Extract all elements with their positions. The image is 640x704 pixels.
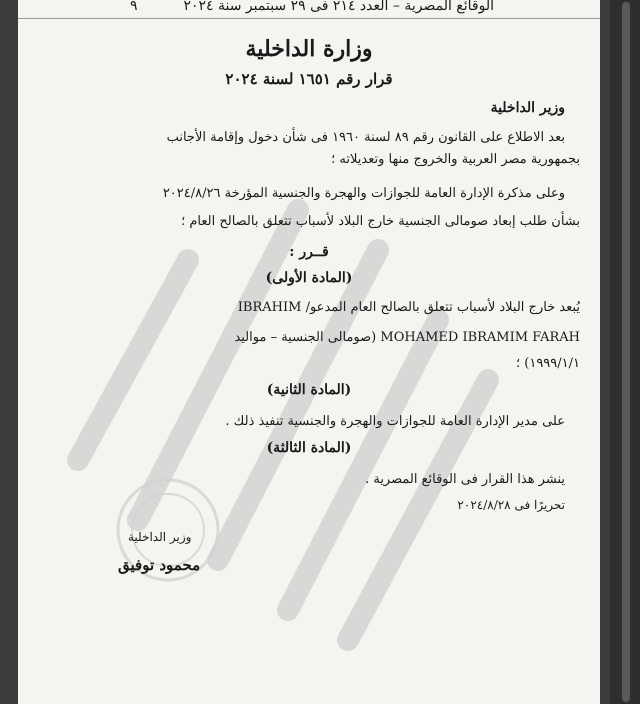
article-2-heading: (المادة الثانية)	[266, 382, 352, 398]
ministry-title: وزارة الداخلية	[245, 36, 373, 62]
article-3-heading: (المادة الثالثة)	[266, 440, 352, 456]
header-rule	[18, 18, 600, 19]
date-line: تحريرًا فى ٢٠٢٤/٨/٢٨	[457, 498, 565, 512]
article-2-text: على مدير الإدارة العامة للجوازات والهجرة والجنسية تنفيذ ذلك .	[225, 414, 565, 429]
header-text: الوقائع المصرية – العدد ٢١٤ فى ٢٩ سبتمبر سنة ٢٠٢٤	[183, 0, 494, 14]
decree-number: قرار رقم ١٦٥١ لسنة ٢٠٢٤	[225, 70, 393, 88]
preamble-line-3: وعلى مذكرة الإدارة العامة للجوازات والهجرة والجنسية المؤرخة ٢٠٢٤/٨/٢٦	[162, 186, 565, 201]
article-1-heading: (المادة الأولى)	[265, 270, 353, 286]
minister-heading: وزير الداخلية	[490, 100, 565, 116]
article-1-line-1: يُبعد خارج البلاد لأسباب تتعلق بالصالح العام المدعو/ IBRAHIM	[237, 300, 580, 315]
preamble-line-1: بعد الاطلاع على القانون رقم ٨٩ لسنة ١٩٦٠ فى شأن دخول وإقامة الأجانب	[166, 130, 565, 145]
page-number: ٩	[130, 0, 138, 14]
article-1-line-2: MOHAMED IBRAMIM FARAH (صومالى الجنسية – مواليد	[234, 330, 580, 345]
decision-word: قــرر :	[289, 244, 329, 260]
article-3-text: ينشر هذا القرار فى الوقائع المصرية .	[365, 472, 565, 487]
article-1-line-3: ١٩٩٩/١/١) ؛	[516, 356, 580, 371]
document-page	[18, 0, 600, 704]
preamble-line-2: بجمهورية مصر العربية والخروج منها وتعديلاته ؛	[331, 152, 580, 167]
preamble-line-4: بشأن طلب إبعاد صومالى الجنسية خارج البلاد لأسباب تتعلق بالصالح العام ؛	[181, 214, 580, 229]
signature-title: وزير الداخلية	[128, 530, 192, 544]
scrollbar-track[interactable]	[610, 0, 640, 704]
signature-name: محمود توفيق	[118, 556, 201, 574]
scrollbar-thumb[interactable]	[622, 2, 630, 702]
